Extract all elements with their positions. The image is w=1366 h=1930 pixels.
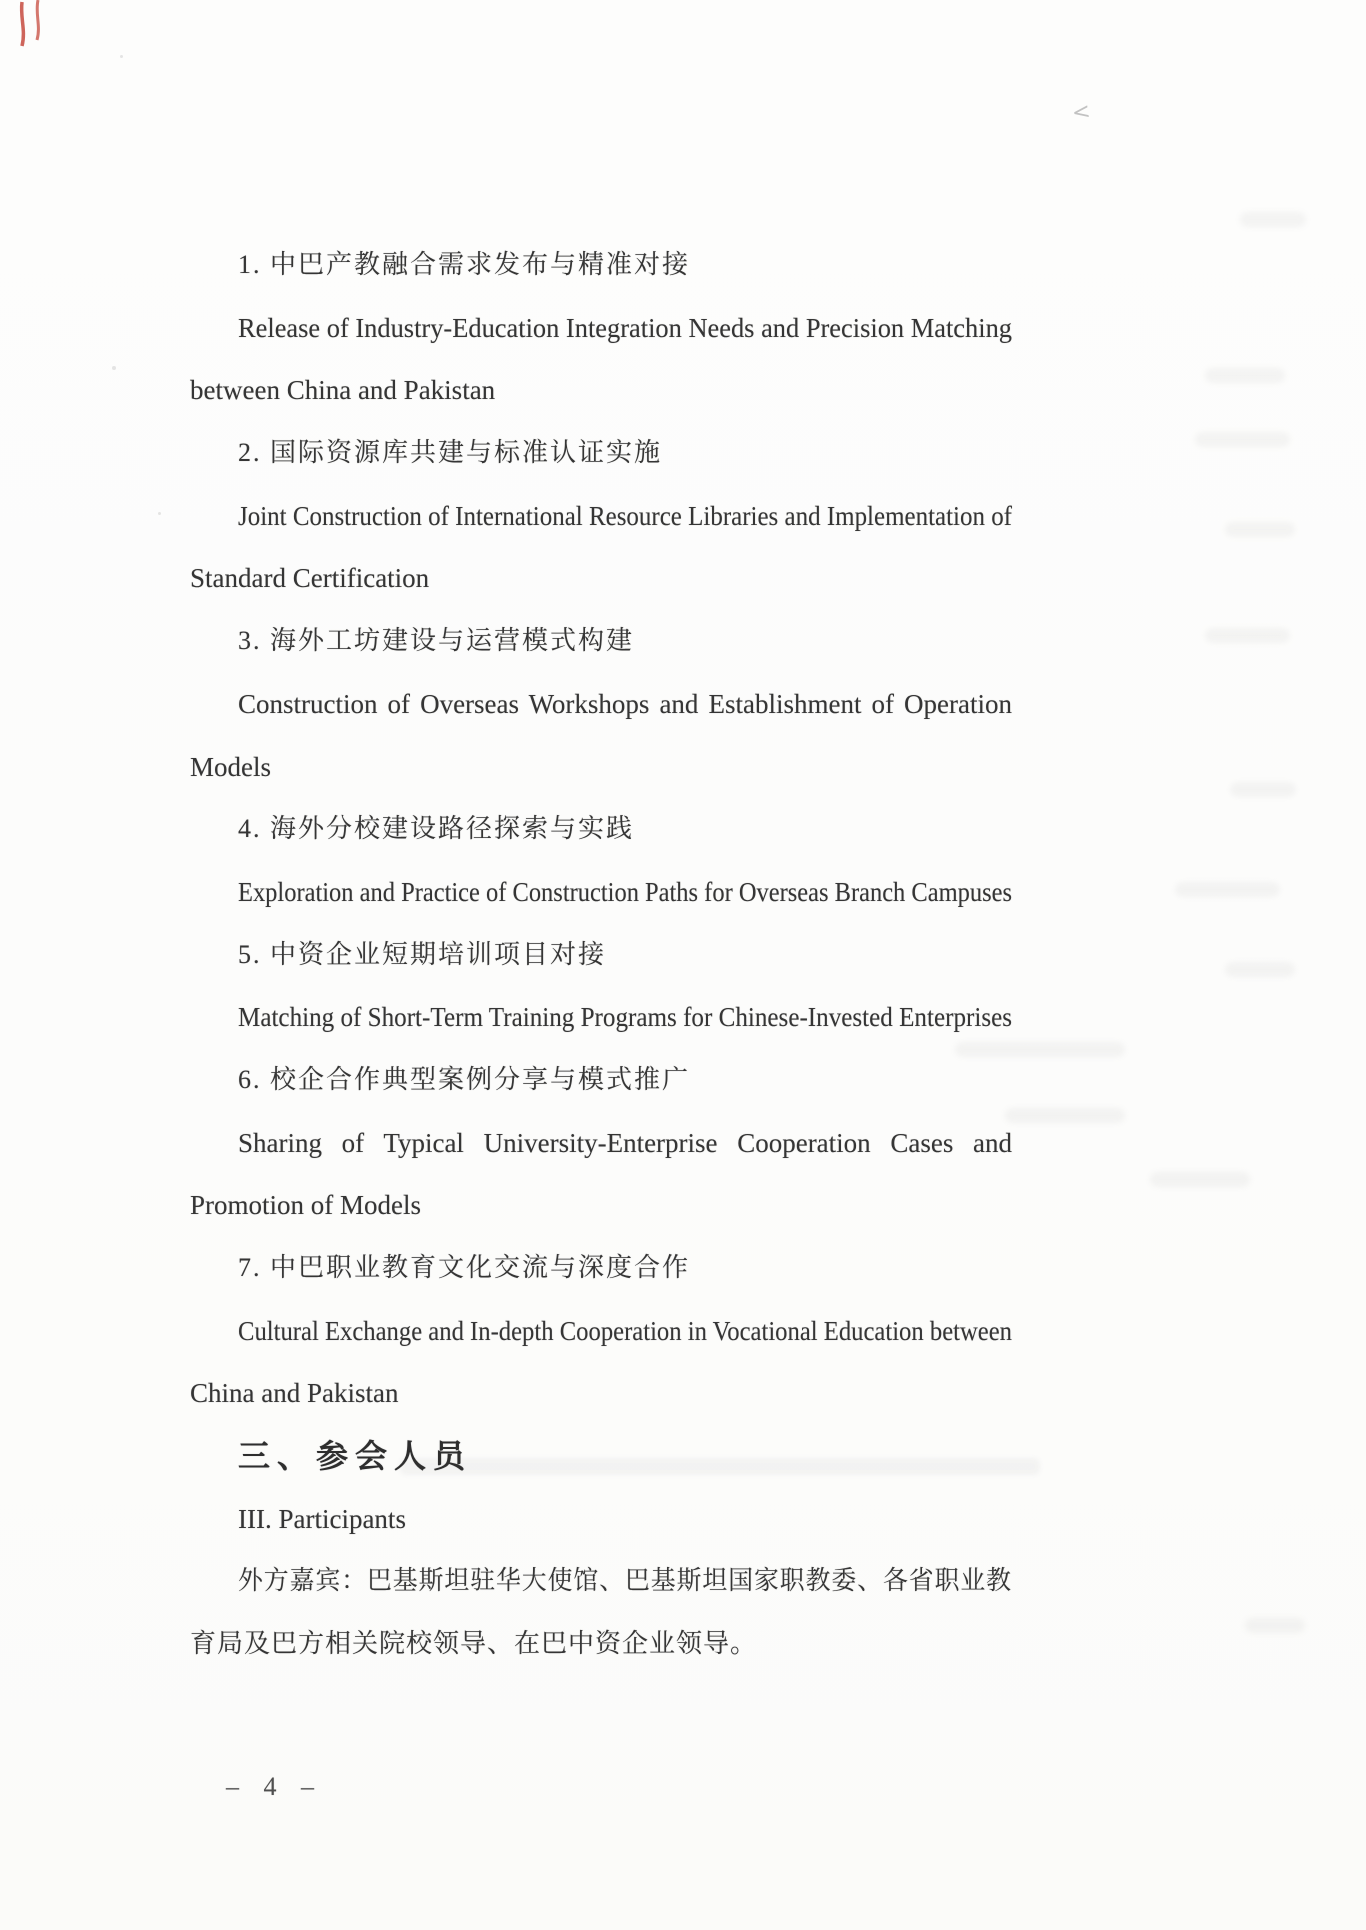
list-item-3-en-line-1: Construction of Overseas Workshops and Establishment of Operation [238, 688, 1012, 719]
list-item-7-en-line-1: Cultural Exchange and In-depth Cooperation in Vocational Education between [238, 1315, 1012, 1346]
list-item-3-zh: 3. 海外工坊建设与运营模式构建 [238, 626, 635, 656]
scan-speck [158, 512, 161, 515]
bleed-through-smudge [1225, 522, 1295, 537]
list-item-2-en-line-1: Joint Construction of International Resource Libraries and Implementation of [238, 500, 1012, 531]
bleed-through-smudge [1205, 368, 1285, 383]
list-item-5-en: Matching of Short-Term Training Programs for Chinese-Invested Enterprises [238, 1002, 1012, 1033]
bleed-through-smudge [1005, 1108, 1125, 1123]
page-number: – 4 – [226, 1772, 323, 1801]
list-item-2-en-line-2: Standard Certification [190, 563, 430, 594]
list-item-5-zh: 5. 中资企业短期培训项目对接 [238, 939, 607, 969]
participants-paragraph-line-2: 育局及巴方相关院校领导、在巴中资企业领导。 [190, 1629, 758, 1659]
scan-speck [112, 366, 116, 370]
bleed-through-smudge [1225, 962, 1295, 977]
list-item-6-en-line-1: Sharing of Typical University-Enterprise Cooperation Cases and [238, 1127, 1012, 1158]
bleed-through-smudge [1205, 628, 1290, 643]
bleed-through-smudge [1195, 432, 1290, 447]
list-item-2-zh: 2. 国际资源库共建与标准认证实施 [238, 438, 663, 468]
bleed-through-smudge [1150, 1172, 1250, 1187]
list-item-1-en-line-1: Release of Industry-Education Integration Needs and Precision Matching [238, 312, 1012, 343]
scan-speck [120, 55, 123, 58]
list-item-1-zh: 1. 中巴产教融合需求发布与精准对接 [238, 250, 691, 279]
list-item-7-zh: 7. 中巴职业教育文化交流与深度合作 [238, 1253, 691, 1282]
bleed-through-smudge [1245, 1618, 1305, 1633]
red-pen-mark [8, 0, 78, 70]
bleed-through-smudge [1240, 212, 1306, 227]
list-item-6-en-line-2: Promotion of Models [190, 1190, 422, 1221]
list-item-1-en-line-2: between China and Pakistan [190, 375, 496, 406]
list-item-6-zh: 6. 校企合作典型案例分享与模式推广 [238, 1064, 691, 1094]
participants-paragraph-line-1: 外方嘉宾：巴基斯坦驻华大使馆、巴基斯坦国家职教委、各省职业教 [238, 1566, 1012, 1596]
bleed-through-smudge [1230, 782, 1296, 797]
scan-smudge-mark: < [1070, 98, 1093, 127]
list-item-4-en: Exploration and Practice of Construction Paths for Overseas Branch Campuses [238, 876, 1012, 907]
bleed-through-smudge [1175, 882, 1280, 897]
section-heading-zh: 三、参会人员 [238, 1438, 473, 1475]
list-item-3-en-line-2: Models [190, 751, 271, 782]
document-body [190, 234, 1012, 1676]
list-item-7-en-line-2: China and Pakistan [190, 1378, 399, 1409]
list-item-4-zh: 4. 海外分校建设路径探索与实践 [238, 814, 635, 844]
section-heading-en: III. Participants [238, 1503, 406, 1534]
